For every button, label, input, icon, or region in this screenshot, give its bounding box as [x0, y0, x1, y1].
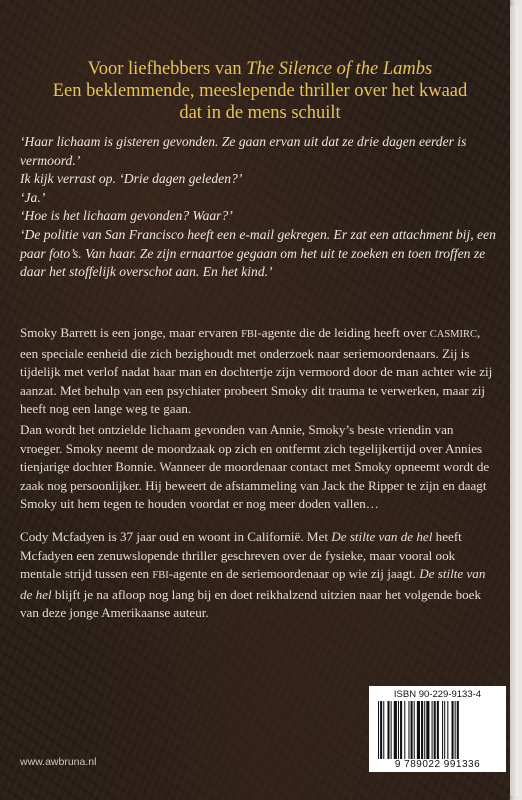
- quote-line: Ik kijk verrast op. ‘Drie dagen geleden?’: [20, 171, 243, 187]
- quote-line: ‘De politie van San Francisco heeft een e-mail gekregen. Er zat een attachment bij, een paar foto’s. Van haar. Ze zijn ernaartoe gegaan om het uit te zoeken en toen troffen ze daar het stoffelijk overschot aan. En het kind.’: [20, 226, 496, 280]
- quote-line: ‘Hoe is het lichaam gevonden? Waar?’: [20, 208, 233, 224]
- comparison-title: The Silence of the Lambs: [246, 59, 433, 79]
- intro-tagline: [20, 58, 500, 124]
- blurb-paragraph-2: Dan wordt het ontzielde lichaam gevonden van Annie, Smoky’s beste vriendin van vroeger. Smoky neemt de moordzaak op zich en ontfermt zich tegelijkertijd over Annies tienjarige dochter Bonnie. Wanneer de moordenaar contact met Smoky opneemt wordt de zaak nog persoonlijker. Hij beweert de afstammeling van Jack the Ripper te zijn en daagt Smoky uit hem tegen te houden voordat er nog meer doden vallen…: [20, 421, 490, 512]
- intro-line-2: Een beklemmende, meeslepende thriller over het kwaad: [52, 81, 468, 101]
- blurb-paragraph-1: Smoky Barrett is een jonge, maar ervaren FBI-agente die de leiding heeft over CASMIRC, een speciale eenheid die zich bezighoudt met onderzoek naar seriemoordenaars. Zij is tijdelijk met verlof nadat haar man en dochtertje zijn vermoord door de man achter wie zij aanzat. Met behulp van een psychiater probeert Smoky dit trauma te verwerken, maar zij heeft nog een lange weg te gaan.: [20, 325, 493, 417]
- page-edge: [510, 6, 518, 796]
- barcode-bars-icon: [377, 701, 498, 759]
- excerpt-quote: [20, 133, 498, 282]
- quote-line: ‘Ja.’: [20, 189, 46, 205]
- publisher-website: www.awbruna.nl: [20, 756, 97, 768]
- author-paragraph: Cody Mcfadyen is 37 jaar oud en woont in Californië. Met De stilte van de hel heeft Mcfadyen een zenuwslopende thriller geschreven over de fysieke, maar vooral ook mentale strijd tussen een FBI-agente en de seriemoordenaar op wie zij jaagt. De stilte van de hel blijft je na afloop nog lang bij en doet reikhalzend uitzien naar het volgende boek van deze jonge Amerikaanse auteur.: [20, 528, 486, 621]
- blurb-body: [20, 324, 498, 625]
- intro-line-1: Voor liefhebbers van The Silence of the Lambs: [87, 59, 433, 79]
- quote-line: ‘Haar lichaam is gisteren gevonden. Ze gaan ervan uit dat ze drie dagen eerder is vermoord.’: [20, 134, 467, 168]
- isbn-label: ISBN 90-229-9133-4: [393, 689, 482, 700]
- intro-line-3: dat in de mens schuilt: [179, 103, 341, 123]
- barcode-digits: 9 789022 991336: [394, 759, 481, 770]
- barcode: [369, 686, 506, 772]
